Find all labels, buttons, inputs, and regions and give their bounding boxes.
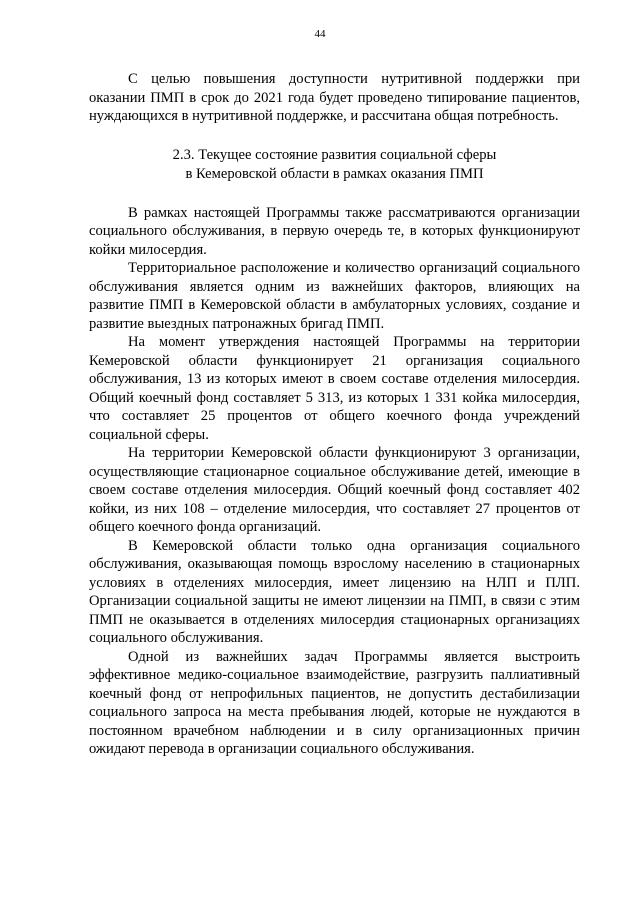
body-paragraph: В Кемеровской области только одна организация социального обслуживания, оказывающая помощь взрослому населению в стационарных условиях в отделениях милосердия, имеет лицензию на НЛП и ПЛП. Организации социальной защиты не имеют лицензии на ПМП, в связи с этим ПМП не оказывается в отделениях милосердия стационарных организациях социального обслуживания. <box>89 537 580 646</box>
page-content <box>89 70 580 759</box>
section-title-line-2: в Кемеровской области в рамках оказания ПМП <box>185 165 484 182</box>
intro-paragraph: С целью повышения доступности нутритивной поддержки при оказании ПМП в срок до 2021 года будет проведено типирование пациентов, нуждающихся в нутритивной поддержке, и рассчитана общая потребность. <box>89 71 580 124</box>
page-number: 44 <box>314 28 326 40</box>
body-paragraph: На момент утверждения настоящей Программы на территории Кемеровской области функционирует 21 организация социального обслуживания, 13 из которых имеют в своем составе отделения милосердия. Общий коечный фонд составляет 5 313, из которых 1 331 койка милосердия, что составляет 25 процентов от общего коечного фонда учреждений социальной сферы. <box>89 334 580 443</box>
body-paragraph: В рамках настоящей Программы также рассматриваются организации социального обслуживания, в первую очередь те, в которых функционируют койки милосердия. <box>89 204 580 258</box>
body-paragraph: Одной из важнейших задач Программы является выстроить эффективное медико-социальное взаимодействие, разгрузить паллиативный коечный фонд от непрофильных пациентов, не допустить дестабилизации социального запроса на места пребывания людей, которые не нуждаются в постоянном врачебном наблюдении и в силу организационных причин ожидают перевода в организации социального обслуживания. <box>89 648 580 757</box>
section-heading <box>89 146 580 184</box>
section-title-line-1: 2.3. Текущее состояние развития социальной сферы <box>172 146 497 163</box>
body-paragraph: На территории Кемеровской области функционируют 3 организации, осуществляющие стационарное социальное обслуживание детей, имеющие в своем составе отделения милосердия. Общий коечный фонд составляет 402 койки, из них 108 – отделение милосердия, что составляет 27 процентов от общего коечного фонда организаций. <box>89 445 580 535</box>
body-paragraph: Территориальное расположение и количество организаций социального обслуживания является одним из важнейших факторов, влияющих на развитие ПМП в Кемеровской области в амбулаторных условиях, создание и развитие выездных патронажных бригад ПМП. <box>89 260 580 332</box>
